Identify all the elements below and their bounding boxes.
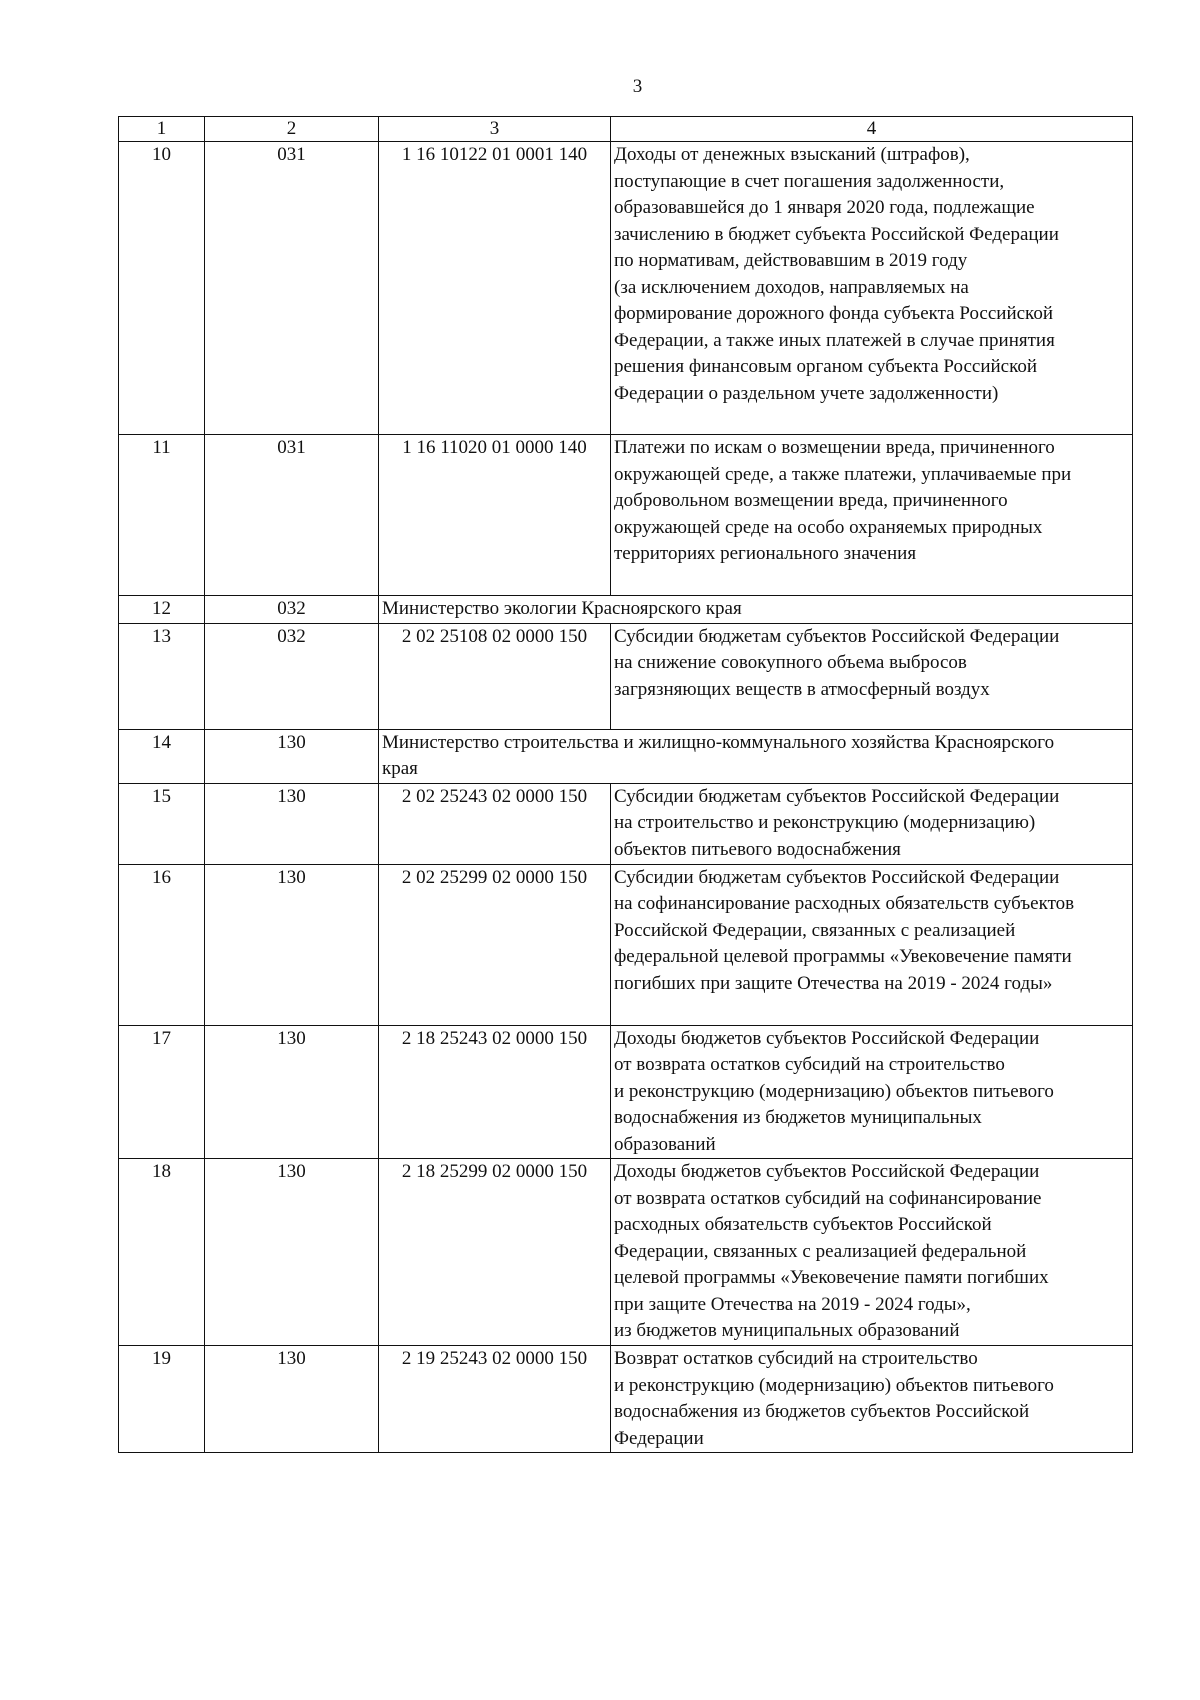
budget-classification-code: 2 18 25243 02 0000 150: [379, 1025, 611, 1159]
revenue-description: Субсидии бюджетам субъектов Российской Федерации на строительство и реконструкцию (модернизацию) объектов питьевого водоснабжения: [611, 783, 1133, 864]
admin-code: 032: [205, 596, 379, 624]
admin-code: 130: [205, 729, 379, 783]
budget-classification-code: 2 18 25299 02 0000 150: [379, 1159, 611, 1346]
revenue-description: Субсидии бюджетам субъектов Российской Федерации на снижение совокупного объема выбросов загрязняющих веществ в атмосферный воздух: [611, 623, 1133, 729]
table-header-row: [119, 117, 1133, 142]
admin-code: 031: [205, 142, 379, 435]
row-number: 16: [119, 864, 205, 1025]
revenue-description: Платежи по искам о возмещении вреда, причиненного окружающей среде, а также платежи, уплачиваемые при добровольном возмещении вреда, причиненного окружающей среде на особо охраняемых природных территориях регионального значения: [611, 435, 1133, 596]
admin-code: 130: [205, 1346, 379, 1453]
row-number: 10: [119, 142, 205, 435]
admin-code: 130: [205, 864, 379, 1025]
revenue-description: Возврат остатков субсидий на строительство и реконструкцию (модернизацию) объектов питьевого водоснабжения из бюджетов субъектов Российской Федерации: [611, 1346, 1133, 1453]
administrator-name: Министерство строительства и жилищно-коммунального хозяйства Красноярского края: [379, 729, 1133, 783]
row-number: 12: [119, 596, 205, 624]
table-row: [119, 435, 1133, 596]
header-col-4: 4: [611, 117, 1133, 142]
administrator-name: Министерство экологии Красноярского края: [379, 596, 1133, 624]
row-number: 15: [119, 783, 205, 864]
budget-classification-code: 1 16 11020 01 0000 140: [379, 435, 611, 596]
row-number: 19: [119, 1346, 205, 1453]
row-number: 13: [119, 623, 205, 729]
table-row: [119, 623, 1133, 729]
table-row: [119, 142, 1133, 435]
revenue-codes-table: [118, 116, 1133, 1453]
row-number: 14: [119, 729, 205, 783]
budget-classification-code: 2 02 25243 02 0000 150: [379, 783, 611, 864]
row-number: 18: [119, 1159, 205, 1346]
row-number: 11: [119, 435, 205, 596]
table-row: [119, 1025, 1133, 1159]
table-row: [119, 1159, 1133, 1346]
budget-classification-code: 2 02 25108 02 0000 150: [379, 623, 611, 729]
budget-classification-code: 2 19 25243 02 0000 150: [379, 1346, 611, 1453]
budget-classification-code: 2 02 25299 02 0000 150: [379, 864, 611, 1025]
admin-code: 130: [205, 1025, 379, 1159]
table-row: [119, 864, 1133, 1025]
revenue-description: Доходы от денежных взысканий (штрафов), поступающие в счет погашения задолженности, образовавшейся до 1 января 2020 года, подлежащие зачислению в бюджет субъекта Российской Федерации по нормативам, действовавшим в 2019 году (за исключением доходов, направляемых на формирование дорожного фонда субъекта Российской Федерации, а также иных платежей в случае принятия решения финансовым органом субъекта Российской Федерации о раздельном учете задолженности): [611, 142, 1133, 435]
admin-code: 031: [205, 435, 379, 596]
budget-classification-code: 1 16 10122 01 0001 140: [379, 142, 611, 435]
table-row: [119, 783, 1133, 864]
admin-code: 130: [205, 783, 379, 864]
header-col-2: 2: [205, 117, 379, 142]
table-row: [119, 596, 1133, 624]
revenue-description: Субсидии бюджетам субъектов Российской Федерации на софинансирование расходных обязательств субъектов Российской Федерации, связанных с реализацией федеральной целевой программы «Увековечение памяти погибших при защите Отечества на 2019 - 2024 годы»: [611, 864, 1133, 1025]
header-col-3: 3: [379, 117, 611, 142]
table-row: [119, 729, 1133, 783]
revenue-description: Доходы бюджетов субъектов Российской Федерации от возврата остатков субсидий на строительство и реконструкцию (модернизацию) объектов питьевого водоснабжения из бюджетов муниципальных образований: [611, 1025, 1133, 1159]
revenue-description: Доходы бюджетов субъектов Российской Федерации от возврата остатков субсидий на софинансирование расходных обязательств субъектов Российской Федерации, связанных с реализацией федеральной целевой программы «Увековечение памяти погибших при защите Отечества на 2019 - 2024 годы», из бюджетов муниципальных образований: [611, 1159, 1133, 1346]
table-row: [119, 1346, 1133, 1453]
row-number: 17: [119, 1025, 205, 1159]
page-number: 3: [632, 76, 643, 97]
header-col-1: 1: [119, 117, 205, 142]
admin-code: 032: [205, 623, 379, 729]
admin-code: 130: [205, 1159, 379, 1346]
